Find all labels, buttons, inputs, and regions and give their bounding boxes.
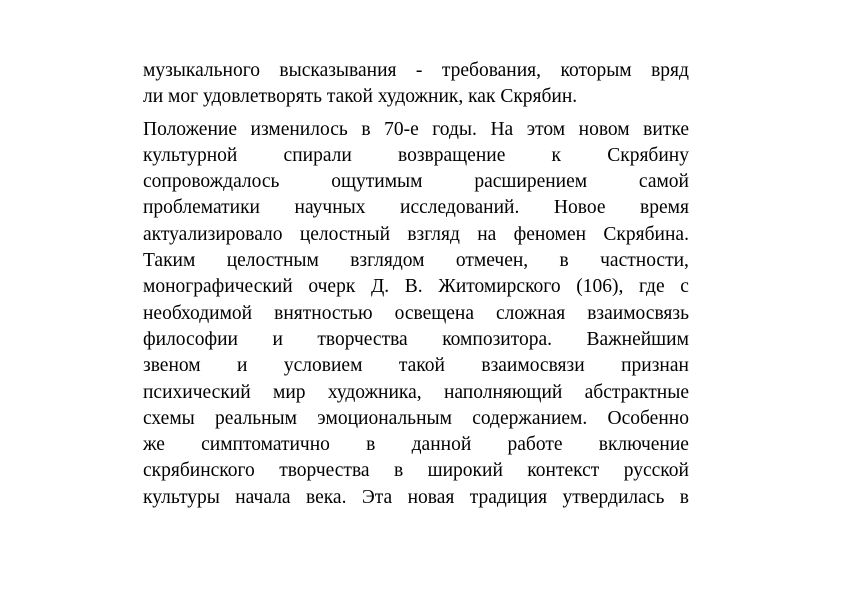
paragraph	[143, 58, 689, 111]
text-line: монографический очерк Д. В. Житомирского (106), где с	[143, 276, 689, 298]
text-line: музыкального высказывания - требования, которым вряд	[143, 60, 689, 81]
text-line: схемы реальным эмоциональным содержанием. Особенно	[143, 407, 689, 429]
text-line: культурной спирали возвращение к Скрябину	[143, 144, 689, 166]
text-line: ли мог удовлетворять такой художник, как Скрябин.	[143, 86, 578, 108]
text-line: проблематики научных исследований. Новое время	[143, 197, 689, 219]
text-line: Положение изменилось в 70-е годы. На этом новом витке	[143, 118, 689, 140]
paragraph	[143, 117, 689, 511]
text-line: звеном и условием такой взаимосвязи признан	[143, 355, 689, 377]
text-line: психический мир художника, наполняющий абстрактные	[143, 381, 689, 403]
text-line: же симптоматично в данной работе включение	[143, 434, 689, 456]
text-line: философии и творчества композитора. Важнейшим	[143, 328, 689, 350]
text-line: актуализировало целостный взгляд на феномен Скрябина.	[143, 223, 689, 245]
body-text	[143, 58, 689, 511]
text-line: Таким целостным взглядом отмечен, в частности,	[143, 250, 689, 272]
text-line: необходимой внятностью освещена сложная взаимосвязь	[143, 302, 689, 324]
text-line: сопровождалось ощутимым расширением самой	[143, 171, 689, 193]
text-line: скрябинского творчества в широкий контекст русской	[143, 460, 689, 482]
text-line: культуры начала века. Эта новая традиция утвердилась в	[143, 486, 689, 508]
